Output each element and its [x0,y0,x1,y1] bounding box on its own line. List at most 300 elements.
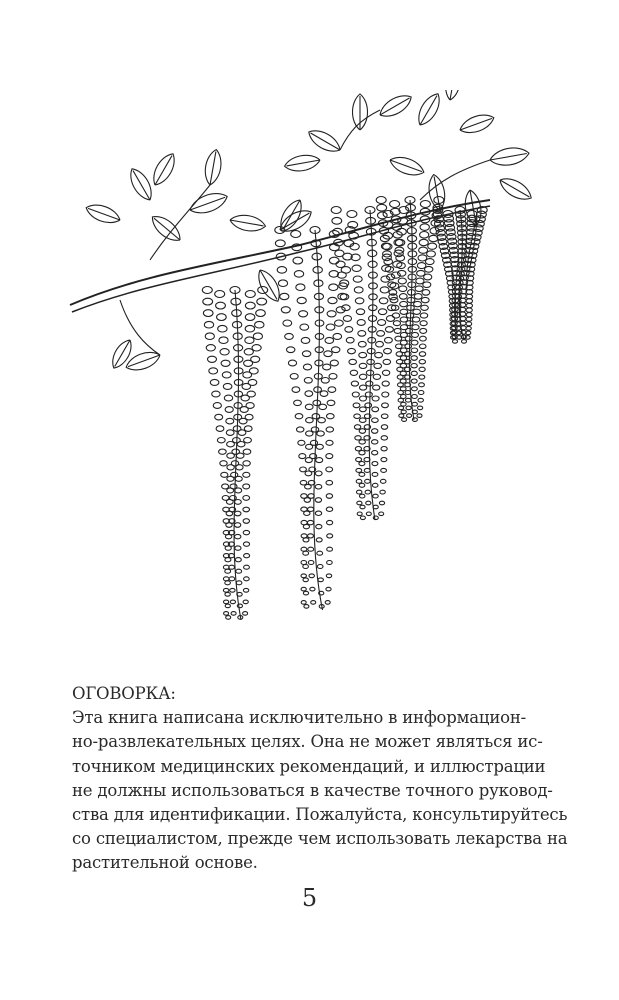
flower [225,581,231,585]
flower [305,404,313,409]
flower [412,317,419,322]
flower [378,309,386,315]
flower [405,344,412,349]
flower [359,451,365,455]
flower [219,449,227,454]
flower [379,501,384,505]
disclaimer-line: но-развлекательных целях. Она не может являться ис- [72,732,543,752]
flower [225,558,231,562]
flower [225,569,231,573]
flower [329,374,337,380]
disclaimer-line: растительной основе. [72,853,258,873]
flower [349,359,357,364]
flower [315,471,322,476]
flower [318,578,323,582]
flower [360,396,367,401]
flower [320,391,328,397]
leaf [414,90,445,129]
flower [223,383,232,389]
flower [244,438,252,443]
flower [235,534,241,538]
flower [234,523,240,528]
flower [420,232,429,239]
flower [251,356,260,362]
flower [234,511,241,516]
leaf [376,91,415,122]
flower [326,454,333,459]
flower [310,440,317,445]
flower [330,360,338,366]
flower [360,505,365,509]
flower [395,336,402,341]
flower [243,507,250,512]
flower [308,547,314,551]
flower [206,345,215,351]
flower [466,299,472,304]
flower [421,305,429,310]
flower [285,333,294,339]
flower [373,494,378,498]
leaf [203,148,224,186]
flower [236,581,242,585]
flower [244,554,250,558]
flower-clusters [202,197,487,621]
flower [385,266,393,272]
leaf [149,150,180,189]
flower [329,257,339,264]
disclaimer-line: Эта книга написана исключительно в информацион- [72,708,527,728]
flower [216,302,226,309]
flower [387,274,395,280]
flower [366,501,371,505]
flower [246,403,254,409]
flower [406,398,411,402]
flower [357,490,362,494]
leaf [84,201,123,227]
leaf [496,174,535,205]
flower [230,600,235,604]
flower [226,418,234,424]
flower [378,320,386,326]
flower [248,379,257,385]
leaf [463,189,484,227]
flower [253,333,262,340]
flower [252,345,261,351]
flower [308,507,314,511]
flower [316,538,322,542]
flower [372,429,378,434]
flower [398,383,404,387]
flower [231,612,236,616]
flower [388,282,396,288]
leaf [353,94,368,130]
flower [315,498,321,503]
flower [352,392,359,397]
flower [389,290,397,296]
flower [382,392,389,397]
flower [413,309,421,314]
flower [244,349,253,355]
flower [462,340,467,344]
flower [288,360,296,366]
flower [204,321,213,328]
flower [203,310,213,317]
flower [347,211,357,218]
flower-cluster [275,227,355,611]
flower [379,512,384,516]
flower [424,274,432,280]
flower [226,430,234,436]
flower [377,204,387,211]
flower [335,250,344,257]
flower [223,588,228,592]
flower [323,364,331,370]
flower [360,494,365,498]
flower [247,391,255,397]
flower [225,592,230,596]
flower [355,298,364,304]
flower [212,391,220,397]
flower [398,391,404,395]
flower [384,348,392,353]
flower [221,472,228,477]
flower [295,414,303,419]
flower [381,468,387,472]
flower [278,280,287,287]
flower [218,325,227,332]
flower [417,414,422,418]
flower [381,447,387,451]
flower [236,569,242,573]
flower [396,255,405,261]
flower [372,407,379,412]
flower [411,340,418,345]
flower [215,291,225,298]
leaf [108,337,136,372]
flower [244,577,250,581]
disclaimer-text [72,682,568,876]
flower [301,561,307,565]
flower [376,197,386,204]
flower [381,425,387,430]
flower [236,453,244,458]
disclaimer-line: не должны использоваться в качестве точного руковод- [72,780,553,800]
flower [396,344,403,349]
flower [222,372,231,378]
flower [215,414,223,420]
flower [327,534,333,538]
flower [275,240,285,247]
flower [235,558,241,562]
flower [326,574,331,578]
flower [405,391,411,395]
flower [466,313,472,317]
flower [245,291,255,298]
flower [378,212,388,219]
flower [308,561,314,565]
flower-cluster [202,287,267,621]
flower [243,612,248,616]
flower [310,587,315,591]
flower [316,524,322,528]
flower [419,383,425,387]
flower [236,465,243,470]
flower [419,375,425,379]
leaf [443,90,462,101]
flower [380,490,385,494]
flower [365,392,372,397]
flower [243,496,250,501]
flower [372,462,378,466]
flower [296,284,305,291]
flower [243,530,249,534]
flower [301,337,310,343]
flower [401,410,406,414]
disclaimer-heading: ОГОВОРКА: [72,684,176,703]
disclaimer-line: со специалистом, прежде чем использовать лекарства на [72,829,568,849]
flower [326,427,333,432]
flower [305,391,313,397]
flower [358,331,366,337]
flower [377,331,385,337]
flower [244,565,250,569]
flower [419,239,428,245]
flower [304,378,312,384]
flower [304,605,309,609]
flower [332,347,340,353]
leaf [126,165,157,204]
flower [328,297,337,303]
flower [326,324,335,330]
flower [359,418,366,423]
flower [384,259,393,265]
flower [327,414,335,419]
flower [382,403,389,408]
flower [299,311,308,317]
flower [208,356,217,362]
flower [306,418,314,423]
flower [386,316,394,322]
flower [326,587,331,591]
flower [303,551,309,555]
flower [391,272,400,278]
flower [376,341,384,347]
flower [335,320,344,326]
flower [217,314,227,321]
flower [318,418,326,423]
flower [453,340,458,344]
flower [380,479,386,483]
flower [326,440,333,445]
flower [256,310,266,317]
flower [466,308,472,312]
flower [354,414,361,419]
flower [421,297,429,302]
flower [373,516,378,520]
flower [336,261,345,267]
flower [392,313,399,318]
flower [350,370,357,375]
flower [420,224,429,231]
flower [412,325,419,330]
flower-cluster [433,207,487,344]
flower [316,444,323,449]
flower [301,547,307,551]
flower [402,418,407,422]
flower [245,314,255,321]
flower [356,468,362,472]
flower [466,303,472,307]
flower [225,604,230,608]
flower [275,227,285,234]
flower [373,505,378,509]
flower [412,402,417,406]
leaf [276,206,315,237]
flower [372,472,378,476]
flower [359,363,367,368]
flower [399,294,407,300]
flower [412,332,419,337]
flower [359,462,365,466]
flower [379,298,388,304]
leaf [305,126,344,157]
flower [217,438,225,443]
flower [230,588,235,592]
flower [244,426,252,432]
flower [317,551,323,555]
flower [229,577,235,581]
flower [411,348,418,353]
flower [333,333,342,339]
leaf [229,213,267,234]
flower [412,387,418,391]
flower [243,461,250,466]
flower [300,324,309,330]
flower [356,309,364,315]
flower [303,591,308,595]
disclaimer-line: ства для идентификации. Пожалуйста, консультируйтесь [72,805,568,825]
flower [225,407,233,413]
flower [390,201,400,208]
flower [354,425,360,430]
flower [360,385,367,390]
flower [329,284,338,291]
flower [203,298,213,305]
flower [394,328,401,333]
flower [406,328,413,333]
flower [317,431,324,436]
leaf [148,211,185,246]
flower [237,604,242,608]
flower [315,511,321,515]
flower [243,484,250,489]
flower [353,403,360,408]
flower [382,381,389,386]
flower [243,588,248,592]
flower [474,225,483,232]
flower [373,385,380,390]
flower [326,494,332,499]
flower [374,363,382,368]
flower [249,368,258,374]
flower [290,374,298,380]
flower [418,391,424,395]
flower [359,472,365,476]
flower [280,293,289,299]
flower [216,426,224,432]
flower [325,337,334,343]
flower [428,243,437,249]
flower [420,321,427,326]
flower [397,263,406,269]
flower [398,270,406,276]
flower [356,479,362,483]
flower [326,480,333,485]
flower [342,305,350,311]
flower [316,458,323,463]
flower [366,370,373,375]
flower [220,461,227,466]
flower [202,287,212,294]
flower [281,307,290,313]
flower [381,436,387,440]
flower [353,276,362,282]
flower [245,337,254,344]
flower [405,360,411,364]
flower [466,317,472,321]
flower [426,259,435,265]
flower [385,327,393,333]
flower [365,479,371,483]
flower [327,400,335,405]
flower [359,483,365,487]
flower [466,322,472,326]
flower [351,381,358,386]
flower [359,440,365,444]
flower [326,467,333,472]
flower [308,534,314,538]
flower [364,468,370,472]
flower [423,282,431,288]
flower [358,341,366,347]
flower [381,458,387,462]
flower [354,287,363,293]
flower [366,381,373,386]
flower [429,235,438,241]
flower [210,379,219,385]
flower [324,351,332,357]
flower [243,600,248,604]
flower [359,429,365,434]
flower [332,217,342,224]
page-number: 5 [301,884,318,912]
flower [325,601,330,605]
flower [302,351,310,357]
flower [380,287,389,293]
flower [245,414,253,420]
flower [382,370,389,375]
leaf [457,111,496,137]
flower [345,327,353,333]
flower [451,336,456,340]
flower [399,414,404,418]
flower [406,321,413,326]
flower [309,574,314,578]
flower [327,561,333,565]
flower [321,378,329,384]
flower [372,396,379,401]
flower [326,507,332,511]
